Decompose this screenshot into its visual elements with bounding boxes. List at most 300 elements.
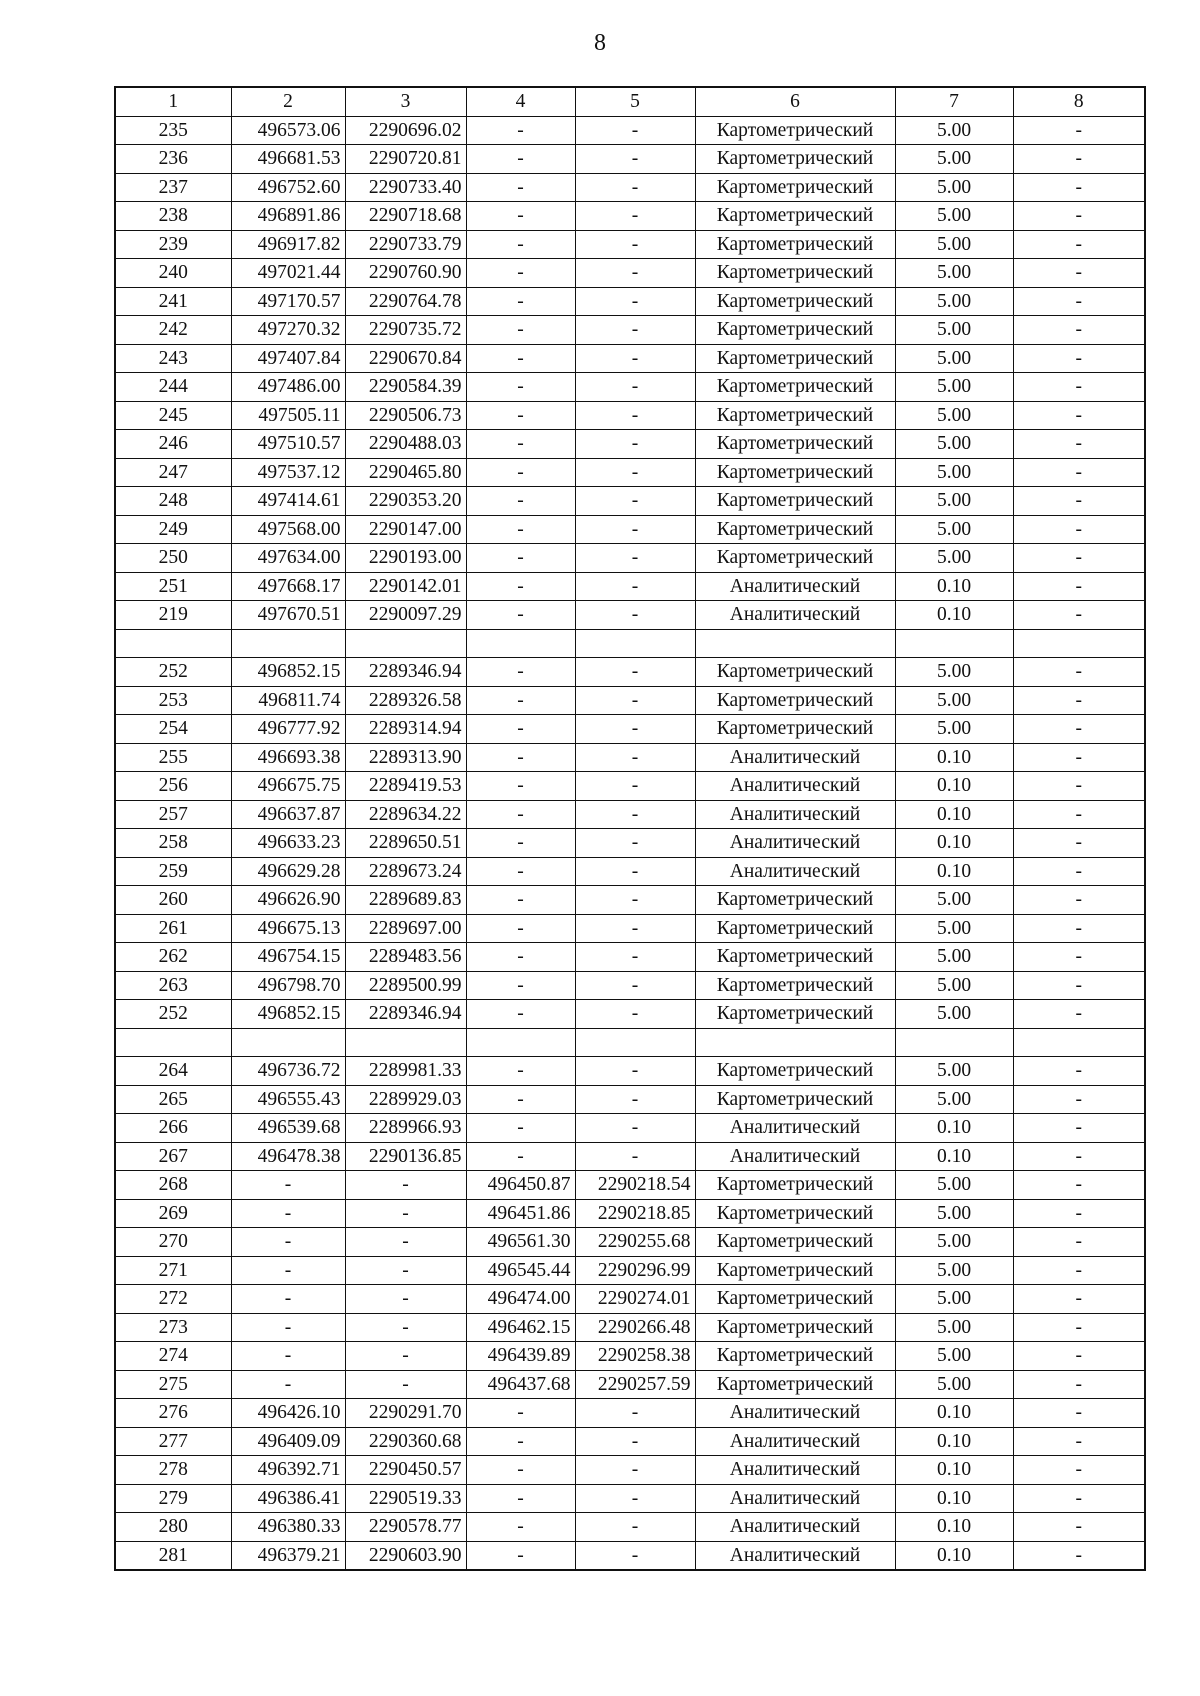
table-cell-col5: - xyxy=(575,658,695,687)
table-cell-col3: 2290760.90 xyxy=(345,259,466,288)
table-cell-col8: - xyxy=(1013,1427,1145,1456)
table-cell-col8: - xyxy=(1013,857,1145,886)
table-cell-col4: - xyxy=(466,458,575,487)
table-row xyxy=(115,1484,1145,1513)
table-cell-col1: 271 xyxy=(115,1256,231,1285)
column-header-5: 5 xyxy=(575,87,695,116)
table-cell-col3: 2289326.58 xyxy=(345,686,466,715)
table-cell-col3: 2290584.39 xyxy=(345,373,466,402)
table-cell-col8: - xyxy=(1013,829,1145,858)
table-cell-col7: 0.10 xyxy=(895,743,1013,772)
table-cell-col8: - xyxy=(1013,601,1145,630)
table-cell-col5: 2290218.85 xyxy=(575,1199,695,1228)
table-cell-col3: 2290733.79 xyxy=(345,230,466,259)
table-cell-col7: 5.00 xyxy=(895,230,1013,259)
table-row xyxy=(115,943,1145,972)
table-row xyxy=(115,1370,1145,1399)
table-cell-col4: - xyxy=(466,373,575,402)
table-cell-col6: Аналитический xyxy=(695,572,895,601)
table-cell-col8: - xyxy=(1013,1057,1145,1086)
table-cell-col2: 496917.82 xyxy=(231,230,345,259)
table-cell-col1: 270 xyxy=(115,1228,231,1257)
table-cell-col5: - xyxy=(575,202,695,231)
table-cell-col3: 2290353.20 xyxy=(345,487,466,516)
table-cell-col3: 2290735.72 xyxy=(345,316,466,345)
table-cell-col1: 277 xyxy=(115,1427,231,1456)
table-cell-col2: 497505.11 xyxy=(231,401,345,430)
table-cell-col6: Картометрический xyxy=(695,1342,895,1371)
table-cell-col5: - xyxy=(575,715,695,744)
table-cell-col7: 5.00 xyxy=(895,344,1013,373)
table-cell-col6: Картометрический xyxy=(695,202,895,231)
table-cell-col3: 2290720.81 xyxy=(345,145,466,174)
table-row xyxy=(115,287,1145,316)
table-cell-col4: 496437.68 xyxy=(466,1370,575,1399)
table-cell-col6: Картометрический xyxy=(695,116,895,145)
table-cell-col5: - xyxy=(575,544,695,573)
table-cell-col5: - xyxy=(575,1057,695,1086)
table-cell-col5: - xyxy=(575,1114,695,1143)
table-cell-col8: - xyxy=(1013,1484,1145,1513)
table-cell-col5: - xyxy=(575,430,695,459)
table-cell-col6: Аналитический xyxy=(695,1541,895,1570)
table-cell-col8: - xyxy=(1013,686,1145,715)
table-cell-col6: Аналитический xyxy=(695,829,895,858)
table-cell-col7: 5.00 xyxy=(895,686,1013,715)
table-cell-col6: Аналитический xyxy=(695,1484,895,1513)
table-cell-col4: - xyxy=(466,772,575,801)
table-cell-col5: - xyxy=(575,1085,695,1114)
table-cell-col1: 241 xyxy=(115,287,231,316)
table-cell-col1: 263 xyxy=(115,971,231,1000)
table-cell-col1: 251 xyxy=(115,572,231,601)
table-cell-col1: 244 xyxy=(115,373,231,402)
table-cell-col7: 5.00 xyxy=(895,1085,1013,1114)
table-cell-col2: 496539.68 xyxy=(231,1114,345,1143)
table-cell-col7: 5.00 xyxy=(895,487,1013,516)
table-cell-col2: 497270.32 xyxy=(231,316,345,345)
table-cell-col7: 0.10 xyxy=(895,1513,1013,1542)
table-cell-col7: 5.00 xyxy=(895,458,1013,487)
table-cell-col4: - xyxy=(466,886,575,915)
table-cell-col8: - xyxy=(1013,173,1145,202)
table-cell-col2: 496379.21 xyxy=(231,1541,345,1570)
table-cell-col5: - xyxy=(575,344,695,373)
table-cell-col5: - xyxy=(575,1399,695,1428)
table-cell-col4: - xyxy=(466,857,575,886)
table-cell-col6: Картометрический xyxy=(695,145,895,174)
table-row xyxy=(115,715,1145,744)
column-header-1: 1 xyxy=(115,87,231,116)
table-row xyxy=(115,202,1145,231)
table-row xyxy=(115,1142,1145,1171)
table-cell-col8: - xyxy=(1013,658,1145,687)
table-cell-col2: 496693.38 xyxy=(231,743,345,772)
table-row xyxy=(115,230,1145,259)
table-row xyxy=(115,1456,1145,1485)
table-cell-col5: - xyxy=(575,886,695,915)
table-cell-col8: - xyxy=(1013,1456,1145,1485)
table-cell-col1: 281 xyxy=(115,1541,231,1570)
column-header-2: 2 xyxy=(231,87,345,116)
table-cell-col7: 5.00 xyxy=(895,943,1013,972)
table-row xyxy=(115,1513,1145,1542)
table-cell-col5: - xyxy=(575,259,695,288)
table-cell-col7: 5.00 xyxy=(895,1000,1013,1029)
table-cell-col5: 2290255.68 xyxy=(575,1228,695,1257)
table-cell-col3: 2289419.53 xyxy=(345,772,466,801)
table-cell-col4: - xyxy=(466,601,575,630)
table-cell-col6: Аналитический xyxy=(695,800,895,829)
table-cell-col6: Картометрический xyxy=(695,1313,895,1342)
table-row xyxy=(115,1541,1145,1570)
table-cell-col2: 497021.44 xyxy=(231,259,345,288)
table-cell-col3: 2290764.78 xyxy=(345,287,466,316)
table-body xyxy=(115,116,1145,1570)
table-cell-col7: 5.00 xyxy=(895,515,1013,544)
table-row xyxy=(115,1228,1145,1257)
table-cell-col5: 2290296.99 xyxy=(575,1256,695,1285)
table-cell-col3: 2290097.29 xyxy=(345,601,466,630)
table-row xyxy=(115,743,1145,772)
table-cell-col6: Аналитический xyxy=(695,1456,895,1485)
table-cell-col6: Картометрический xyxy=(695,1199,895,1228)
table-cell-col3: 2289314.94 xyxy=(345,715,466,744)
table-cell-col6: Картометрический xyxy=(695,287,895,316)
table-cell-col6: Аналитический xyxy=(695,1114,895,1143)
table-cell-col6: Картометрический xyxy=(695,430,895,459)
coordinates-table xyxy=(114,86,1146,1571)
table-cell-col3: - xyxy=(345,1342,466,1371)
table-cell-col5: - xyxy=(575,401,695,430)
table-cell-col7: 0.10 xyxy=(895,1541,1013,1570)
table-cell-col4: - xyxy=(466,1085,575,1114)
table-cell-col6: Картометрический xyxy=(695,658,895,687)
table-cell-col6 xyxy=(695,1028,895,1057)
table-cell-col8: - xyxy=(1013,1370,1145,1399)
table-cell-col7 xyxy=(895,1028,1013,1057)
table-cell-col5: - xyxy=(575,487,695,516)
table-cell-col4: - xyxy=(466,1000,575,1029)
table-cell-col3: 2290670.84 xyxy=(345,344,466,373)
table-cell-col2: 496409.09 xyxy=(231,1427,345,1456)
table-cell-col4: - xyxy=(466,116,575,145)
table-cell-col5: - xyxy=(575,943,695,972)
table-cell-col2: 496626.90 xyxy=(231,886,345,915)
table-cell-col7: 5.00 xyxy=(895,1057,1013,1086)
table-cell-col1: 265 xyxy=(115,1085,231,1114)
table-cell-col7: 5.00 xyxy=(895,886,1013,915)
table-cell-col4: - xyxy=(466,1541,575,1570)
table-cell-col4: - xyxy=(466,1427,575,1456)
table-cell-col5: 2290218.54 xyxy=(575,1171,695,1200)
table-cell-col5 xyxy=(575,629,695,658)
table-cell-col3: 2290142.01 xyxy=(345,572,466,601)
column-header-6: 6 xyxy=(695,87,895,116)
table-cell-col5: - xyxy=(575,515,695,544)
table-cell-col2: 496426.10 xyxy=(231,1399,345,1428)
table-cell-col4: - xyxy=(466,743,575,772)
table-cell-col1: 276 xyxy=(115,1399,231,1428)
table-cell-col7: 5.00 xyxy=(895,401,1013,430)
table-cell-col8: - xyxy=(1013,1142,1145,1171)
table-cell-col5: - xyxy=(575,116,695,145)
table-cell-col2: 496736.72 xyxy=(231,1057,345,1086)
table-cell-col5: - xyxy=(575,1456,695,1485)
table-cell-col5: - xyxy=(575,1484,695,1513)
table-cell-col1: 257 xyxy=(115,800,231,829)
table-cell-col4: - xyxy=(466,401,575,430)
table-cell-col4: - xyxy=(466,515,575,544)
table-cell-col2: - xyxy=(231,1285,345,1314)
table-cell-col6: Аналитический xyxy=(695,743,895,772)
table-cell-col3: 2290718.68 xyxy=(345,202,466,231)
table-cell-col1: 269 xyxy=(115,1199,231,1228)
table-cell-col4: - xyxy=(466,658,575,687)
table-row xyxy=(115,344,1145,373)
page-number: 8 xyxy=(594,30,606,56)
table-cell-col1: 240 xyxy=(115,259,231,288)
table-cell-col8: - xyxy=(1013,344,1145,373)
table-cell-col7: 0.10 xyxy=(895,800,1013,829)
table-row xyxy=(115,1313,1145,1342)
table-cell-col4: 496545.44 xyxy=(466,1256,575,1285)
table-cell-col5: 2290257.59 xyxy=(575,1370,695,1399)
table-row xyxy=(115,430,1145,459)
table-cell-col6: Аналитический xyxy=(695,772,895,801)
table-cell-col7: 0.10 xyxy=(895,1427,1013,1456)
table-row xyxy=(115,373,1145,402)
table-cell-col2: 496798.70 xyxy=(231,971,345,1000)
table-cell-col4: - xyxy=(466,544,575,573)
table-row xyxy=(115,971,1145,1000)
table-cell-col3: 2289500.99 xyxy=(345,971,466,1000)
table-cell-col2: 496633.23 xyxy=(231,829,345,858)
table-cell-col6: Картометрический xyxy=(695,943,895,972)
table-cell-col3: 2289650.51 xyxy=(345,829,466,858)
table-cell-col6: Аналитический xyxy=(695,1399,895,1428)
table-cell-col8: - xyxy=(1013,943,1145,972)
table-cell-col3: 2289673.24 xyxy=(345,857,466,886)
table-cell-col1: 242 xyxy=(115,316,231,345)
table-cell-col8: - xyxy=(1013,373,1145,402)
table-cell-col3: 2289689.83 xyxy=(345,886,466,915)
table-cell-col6 xyxy=(695,629,895,658)
table-cell-col3: 2290519.33 xyxy=(345,1484,466,1513)
table-row xyxy=(115,1285,1145,1314)
table-cell-col2: - xyxy=(231,1228,345,1257)
table-cell-col2: 497670.51 xyxy=(231,601,345,630)
table-cell-col2: 496629.28 xyxy=(231,857,345,886)
table-cell-col6: Картометрический xyxy=(695,686,895,715)
table-cell-col8: - xyxy=(1013,1285,1145,1314)
table-cell-col4: - xyxy=(466,943,575,972)
table-row xyxy=(115,1256,1145,1285)
table-cell-col8: - xyxy=(1013,971,1145,1000)
table-cell-col1: 273 xyxy=(115,1313,231,1342)
table-cell-col5: - xyxy=(575,287,695,316)
table-cell-col2: 497537.12 xyxy=(231,458,345,487)
column-header-8: 8 xyxy=(1013,87,1145,116)
table-cell-col2: 497510.57 xyxy=(231,430,345,459)
table-cell-col1: 262 xyxy=(115,943,231,972)
table-cell-col8: - xyxy=(1013,1000,1145,1029)
table-cell-col1: 274 xyxy=(115,1342,231,1371)
table-cell-col7: 0.10 xyxy=(895,829,1013,858)
table-cell-col2 xyxy=(231,1028,345,1057)
table-cell-col7: 5.00 xyxy=(895,116,1013,145)
table-cell-col3 xyxy=(345,629,466,658)
table-cell-col8: - xyxy=(1013,1313,1145,1342)
table-row xyxy=(115,1000,1145,1029)
table-cell-col4: 496474.00 xyxy=(466,1285,575,1314)
table-cell-col2 xyxy=(231,629,345,658)
table-cell-col2: - xyxy=(231,1370,345,1399)
table-row xyxy=(115,173,1145,202)
table-cell-col1: 255 xyxy=(115,743,231,772)
table-cell-col6: Картометрический xyxy=(695,544,895,573)
table-cell-col6: Картометрический xyxy=(695,1228,895,1257)
table-cell-col1: 247 xyxy=(115,458,231,487)
table-cell-col7: 5.00 xyxy=(895,145,1013,174)
table-cell-col8: - xyxy=(1013,886,1145,915)
table-cell-col8: - xyxy=(1013,1342,1145,1371)
table-row xyxy=(115,886,1145,915)
header-row xyxy=(115,87,1145,116)
table-row xyxy=(115,1399,1145,1428)
table-cell-col4: - xyxy=(466,145,575,174)
table-cell-col1: 250 xyxy=(115,544,231,573)
table-row xyxy=(115,857,1145,886)
table-cell-col6: Картометрический xyxy=(695,316,895,345)
table-cell-col6: Картометрический xyxy=(695,971,895,1000)
table-cell-col6: Аналитический xyxy=(695,857,895,886)
table-cell-col4: - xyxy=(466,287,575,316)
table-cell-col5: - xyxy=(575,601,695,630)
table-cell-col2: - xyxy=(231,1256,345,1285)
table-cell-col2: 496752.60 xyxy=(231,173,345,202)
table-cell-col8 xyxy=(1013,1028,1145,1057)
table-cell-col3: 2289929.03 xyxy=(345,1085,466,1114)
table-cell-col7: 5.00 xyxy=(895,971,1013,1000)
table-cell-col6: Картометрический xyxy=(695,1057,895,1086)
table-cell-col3: - xyxy=(345,1199,466,1228)
table-cell-col2: 496681.53 xyxy=(231,145,345,174)
table-cell-col4: - xyxy=(466,173,575,202)
table-cell-col7: 0.10 xyxy=(895,1456,1013,1485)
table-cell-col3: 2289634.22 xyxy=(345,800,466,829)
table-cell-col4: - xyxy=(466,430,575,459)
table-cell-col6: Картометрический xyxy=(695,458,895,487)
table-cell-col7: 5.00 xyxy=(895,202,1013,231)
table-cell-col7: 0.10 xyxy=(895,857,1013,886)
table-cell-col1 xyxy=(115,1028,231,1057)
table-row xyxy=(115,658,1145,687)
table-cell-col5: - xyxy=(575,1513,695,1542)
table-cell-col7: 5.00 xyxy=(895,316,1013,345)
table-cell-col3: 2290360.68 xyxy=(345,1427,466,1456)
table-cell-col4: 496462.15 xyxy=(466,1313,575,1342)
table-row xyxy=(115,1199,1145,1228)
table-cell-col1 xyxy=(115,629,231,658)
table-cell-col8: - xyxy=(1013,1199,1145,1228)
table-cell-col7: 5.00 xyxy=(895,1171,1013,1200)
table-cell-col3: - xyxy=(345,1313,466,1342)
table-cell-col5: - xyxy=(575,1000,695,1029)
table-cell-col7: 5.00 xyxy=(895,259,1013,288)
table-cell-col6: Картометрический xyxy=(695,1256,895,1285)
table-cell-col8: - xyxy=(1013,914,1145,943)
table-cell-col3: 2290193.00 xyxy=(345,544,466,573)
table-cell-col3: 2290733.40 xyxy=(345,173,466,202)
separator-row xyxy=(115,629,1145,658)
table-cell-col8: - xyxy=(1013,772,1145,801)
separator-row xyxy=(115,1028,1145,1057)
table-row xyxy=(115,515,1145,544)
table-cell-col5: - xyxy=(575,1427,695,1456)
table-cell-col1: 243 xyxy=(115,344,231,373)
table-cell-col5: - xyxy=(575,145,695,174)
table-cell-col8: - xyxy=(1013,715,1145,744)
table-row xyxy=(115,259,1145,288)
table-cell-col4: - xyxy=(466,1513,575,1542)
table-cell-col1: 249 xyxy=(115,515,231,544)
table-cell-col2: 497414.61 xyxy=(231,487,345,516)
table-row xyxy=(115,1342,1145,1371)
table-cell-col4: 496451.86 xyxy=(466,1199,575,1228)
table-cell-col4: - xyxy=(466,316,575,345)
table-cell-col7: 5.00 xyxy=(895,373,1013,402)
table-cell-col4 xyxy=(466,629,575,658)
table-cell-col8: - xyxy=(1013,487,1145,516)
table-cell-col8: - xyxy=(1013,116,1145,145)
table-cell-col1: 278 xyxy=(115,1456,231,1485)
table-cell-col5: - xyxy=(575,1142,695,1171)
table-cell-col5: - xyxy=(575,316,695,345)
table-row xyxy=(115,458,1145,487)
table-row xyxy=(115,1114,1145,1143)
table-cell-col4: - xyxy=(466,1484,575,1513)
column-header-4: 4 xyxy=(466,87,575,116)
table-cell-col7: 5.00 xyxy=(895,1342,1013,1371)
table-cell-col3: 2290291.70 xyxy=(345,1399,466,1428)
table-cell-col7: 5.00 xyxy=(895,173,1013,202)
table-cell-col2: 496675.13 xyxy=(231,914,345,943)
table-cell-col7: 5.00 xyxy=(895,1228,1013,1257)
table-cell-col8: - xyxy=(1013,1256,1145,1285)
table-cell-col8: - xyxy=(1013,1171,1145,1200)
table-row xyxy=(115,1427,1145,1456)
table-cell-col3 xyxy=(345,1028,466,1057)
table-cell-col4: 496561.30 xyxy=(466,1228,575,1257)
table-cell-col7: 0.10 xyxy=(895,1399,1013,1428)
table-cell-col7: 5.00 xyxy=(895,1285,1013,1314)
table-cell-col1: 236 xyxy=(115,145,231,174)
table-cell-col3: 2289966.93 xyxy=(345,1114,466,1143)
table-cell-col3: 2290488.03 xyxy=(345,430,466,459)
table-cell-col8: - xyxy=(1013,1399,1145,1428)
table-cell-col2: 496573.06 xyxy=(231,116,345,145)
table-cell-col2: 497568.00 xyxy=(231,515,345,544)
table-cell-col5 xyxy=(575,1028,695,1057)
table-cell-col1: 275 xyxy=(115,1370,231,1399)
table-cell-col2: 497668.17 xyxy=(231,572,345,601)
table-cell-col7: 5.00 xyxy=(895,544,1013,573)
table-cell-col1: 252 xyxy=(115,1000,231,1029)
table-cell-col4: - xyxy=(466,1114,575,1143)
table-cell-col2: 497407.84 xyxy=(231,344,345,373)
table-row xyxy=(115,601,1145,630)
